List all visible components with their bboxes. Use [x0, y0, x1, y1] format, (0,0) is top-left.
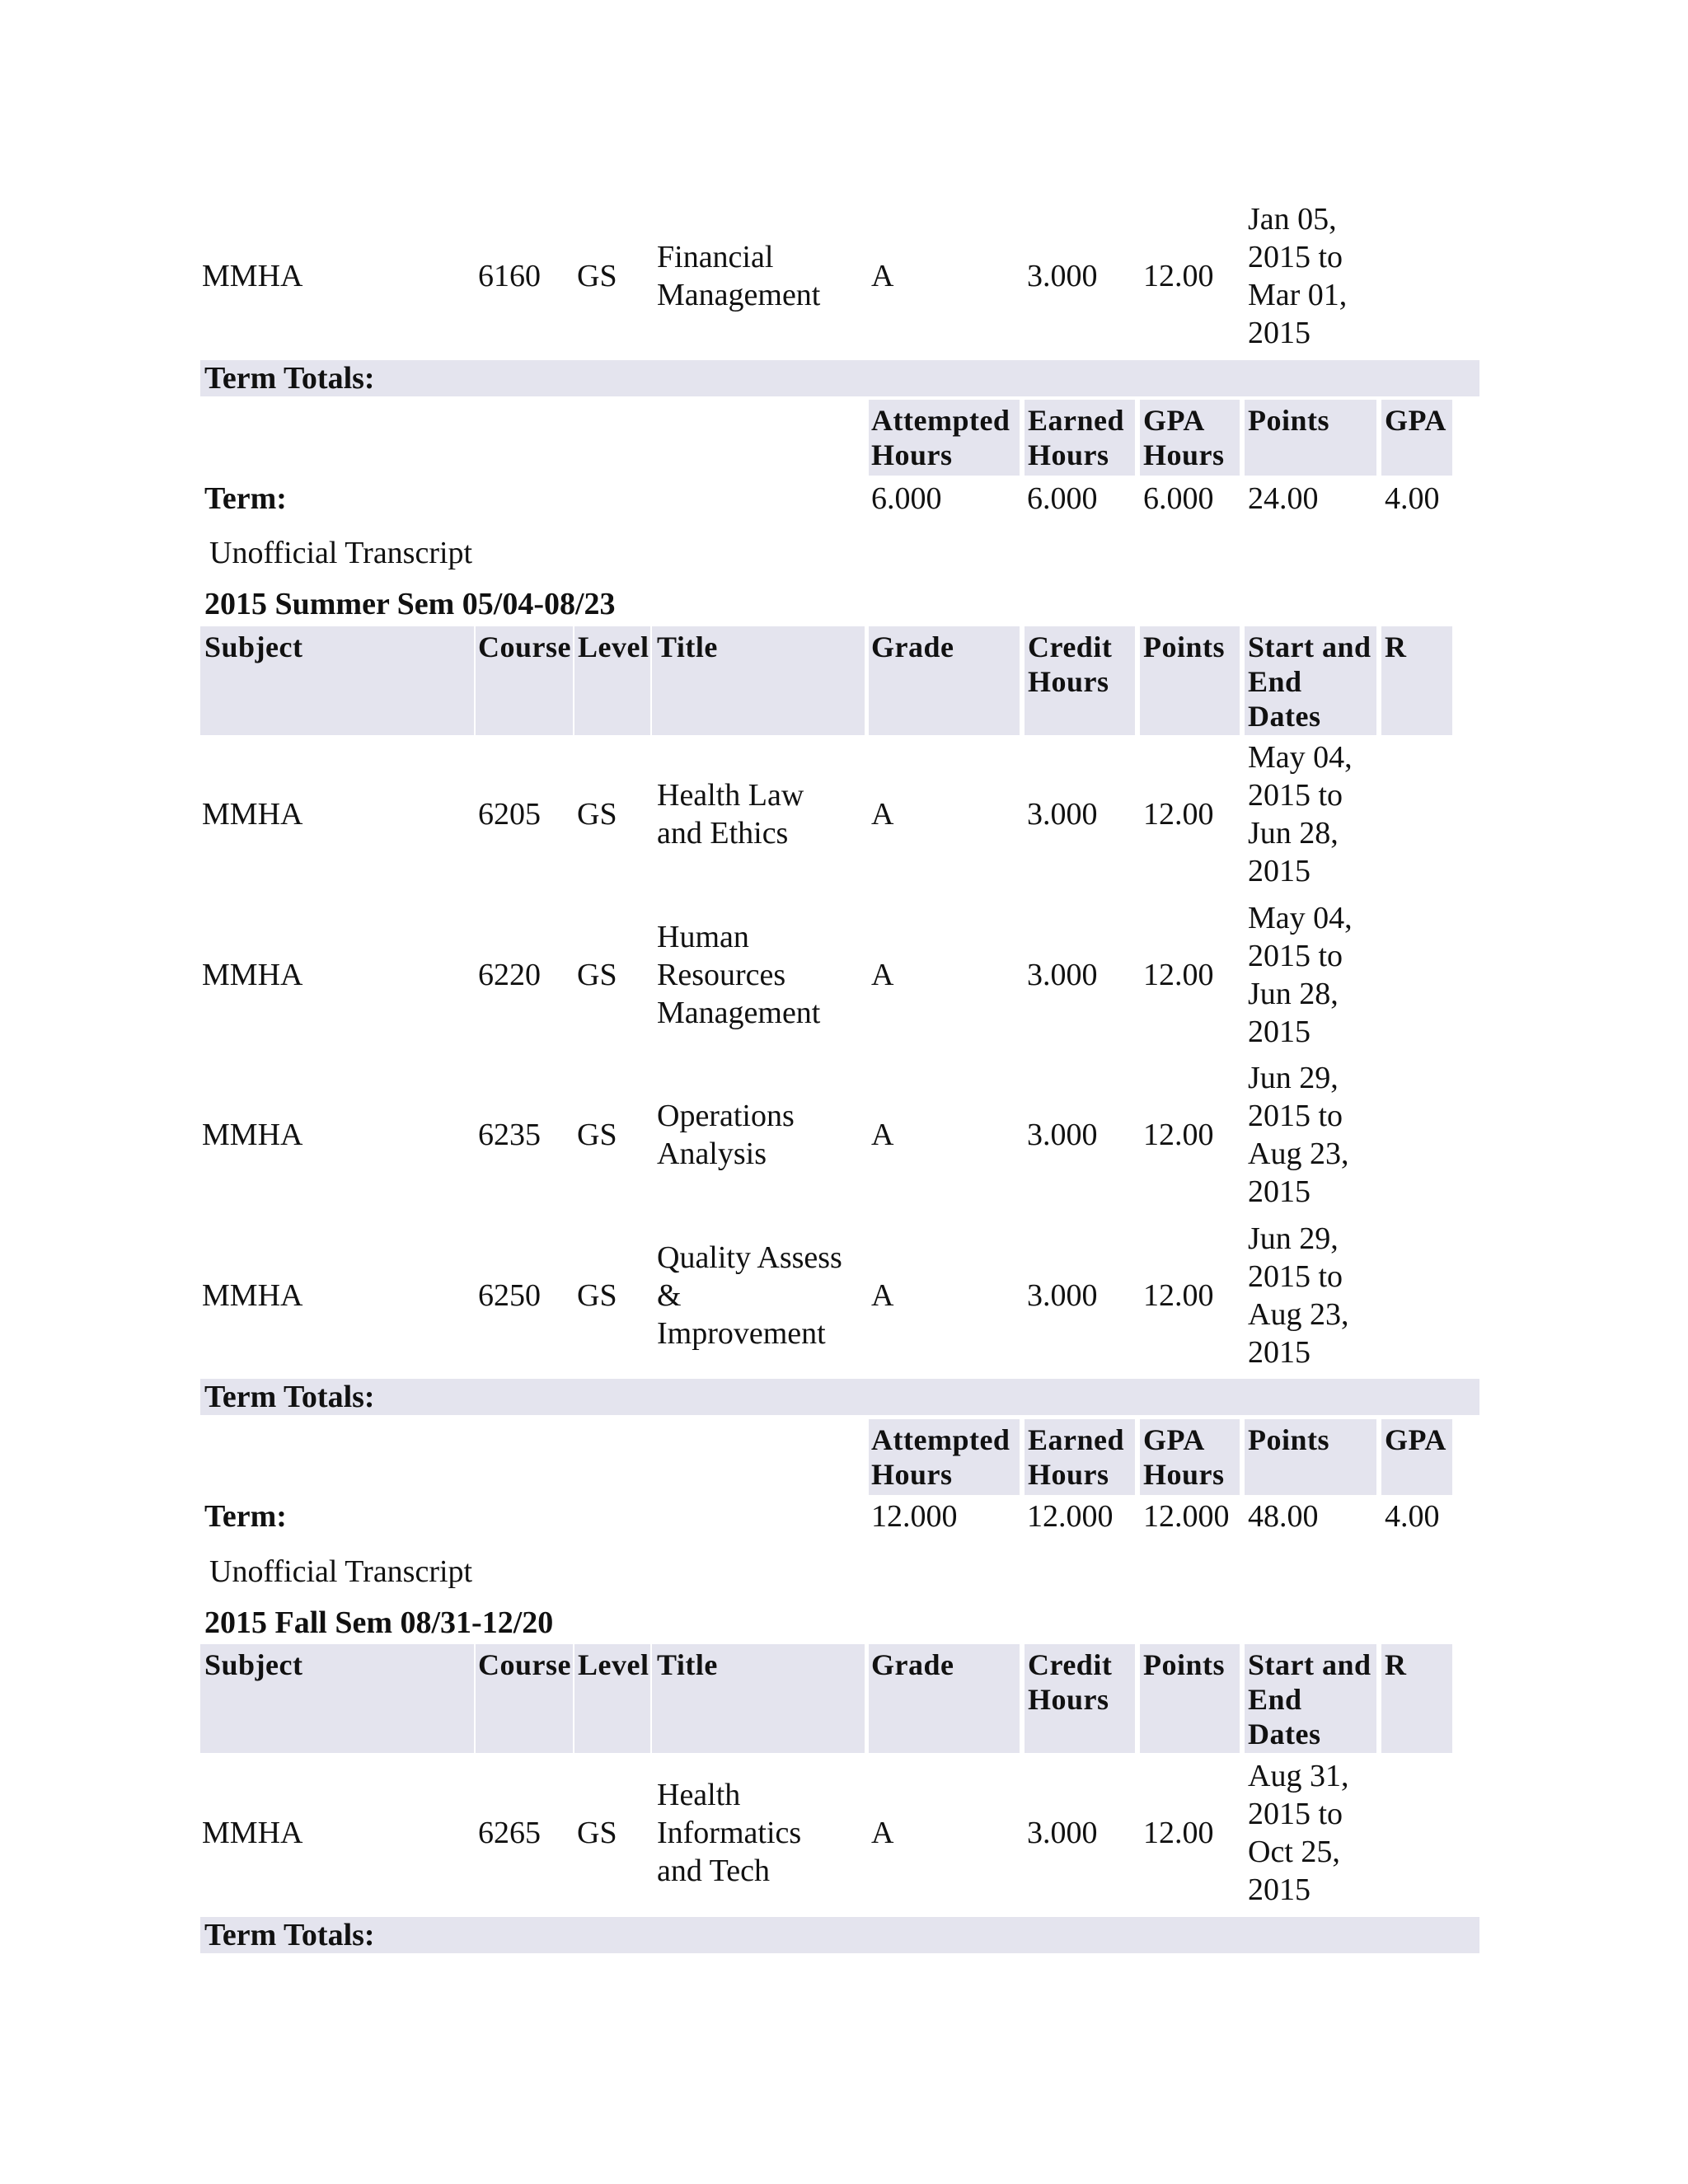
points-cell: 12.00: [1143, 1816, 1214, 1850]
points-cell: 12.00: [1143, 1278, 1214, 1313]
gpa-hours-header: GPA: [1143, 1423, 1205, 1456]
level-cell: GS: [577, 797, 617, 832]
level-cell: GS: [577, 1278, 617, 1313]
grade-cell: A: [871, 1118, 894, 1152]
level-header: Level: [578, 1648, 649, 1681]
dates-cell-line: 2015 to: [1248, 1797, 1343, 1831]
course-cell: 6235: [478, 1118, 541, 1152]
points-header: Points: [1248, 1423, 1330, 1456]
dates-cell-line: Aug 31,: [1248, 1759, 1349, 1793]
gpa-value: 4.00: [1385, 481, 1440, 516]
gpa-hours-value: 6.000: [1143, 481, 1214, 516]
credit-hours-header-line2: Hours: [1028, 665, 1109, 698]
dates-cell-line: 2015: [1248, 854, 1311, 888]
term-label: Term:: [204, 1499, 287, 1534]
points-value: 48.00: [1248, 1499, 1319, 1534]
earned-hours-header-line2: Hours: [1028, 438, 1109, 471]
dates-cell-line: 2015: [1248, 1015, 1311, 1049]
dates-cell-line: 2015: [1248, 1335, 1311, 1370]
earned-hours-header: Earned: [1028, 1423, 1125, 1456]
grade-cell: A: [871, 259, 894, 293]
term-title: 2015 Summer Sem 05/04-08/23: [204, 587, 616, 621]
unofficial-transcript-label: Unofficial Transcript: [209, 536, 473, 570]
course-cell: 6160: [478, 259, 541, 293]
course-header: Course: [478, 1648, 571, 1681]
r-header: R: [1385, 1648, 1407, 1681]
title-cell-line: Health Law: [657, 778, 804, 813]
subject-cell: MMHA: [202, 259, 303, 293]
credit-hours-cell: 3.000: [1027, 797, 1098, 832]
dates-cell-line: Aug 23,: [1248, 1297, 1349, 1332]
level-cell: GS: [577, 958, 617, 992]
r-header: R: [1385, 630, 1407, 663]
dates-header-line2: End: [1248, 665, 1302, 698]
dates-cell-line: 2015 to: [1248, 778, 1343, 813]
course-header: Course: [478, 630, 571, 663]
title-header: Title: [657, 1648, 718, 1681]
earned-value: 12.000: [1027, 1499, 1114, 1534]
gpa-header: GPA: [1385, 404, 1447, 437]
dates-cell-line: 2015 to: [1248, 1259, 1343, 1294]
credit-hours-cell: 3.000: [1027, 259, 1098, 293]
title-cell-line: &: [657, 1278, 682, 1313]
title-cell-line: Human: [657, 920, 749, 954]
earned-hours-header-line2: Hours: [1028, 1458, 1109, 1491]
attempted-value: 12.000: [871, 1499, 958, 1534]
title-cell-line: and Ethics: [657, 816, 789, 851]
dates-cell-line: Aug 23,: [1248, 1137, 1349, 1171]
attempted-hours-header: Attempted: [871, 1423, 1010, 1456]
title-cell-line: Operations: [657, 1099, 795, 1133]
dates-header: Start and: [1248, 630, 1372, 663]
dates-cell-line: Jun 28,: [1248, 977, 1339, 1011]
title-cell-line: Quality Assess: [657, 1240, 842, 1275]
title-cell-line: Informatics: [657, 1816, 802, 1850]
level-cell: GS: [577, 259, 617, 293]
gpa-hours-header: GPA: [1143, 404, 1205, 437]
points-header: Points: [1248, 404, 1330, 437]
level-header: Level: [578, 630, 649, 663]
dates-cell-line: 2015: [1248, 316, 1311, 350]
level-cell: GS: [577, 1816, 617, 1850]
dates-cell-line: Jan 05,: [1248, 202, 1337, 237]
title-cell-line: Analysis: [657, 1137, 767, 1171]
points-cell: 12.00: [1143, 1118, 1214, 1152]
gpa-hours-value: 12.000: [1143, 1499, 1230, 1534]
points-value: 24.00: [1248, 481, 1319, 516]
dates-cell-line: Oct 25,: [1248, 1835, 1340, 1869]
term-totals-bar: [200, 360, 1479, 396]
dates-cell-line: Mar 01,: [1248, 278, 1348, 312]
points-header: Points: [1143, 630, 1226, 663]
term-totals-label: Term Totals:: [204, 1380, 375, 1414]
term-totals-label: Term Totals:: [204, 1918, 375, 1952]
title-cell-line: and Tech: [657, 1854, 770, 1888]
credit-hours-header: Credit: [1028, 630, 1113, 663]
gpa-hours-header-line2: Hours: [1143, 1458, 1225, 1491]
attempted-value: 6.000: [871, 481, 942, 516]
dates-cell-line: Jun 28,: [1248, 816, 1339, 851]
term-totals-label: Term Totals:: [204, 361, 375, 396]
attempted-hours-header-line2: Hours: [871, 438, 953, 471]
points-cell: 12.00: [1143, 259, 1214, 293]
dates-header-line3: Dates: [1248, 700, 1321, 733]
subject-cell: MMHA: [202, 1278, 303, 1313]
dates-cell-line: 2015 to: [1248, 939, 1343, 973]
subject-cell: MMHA: [202, 1118, 303, 1152]
term-totals-bar: [200, 1917, 1479, 1953]
course-cell: 6250: [478, 1278, 541, 1313]
dates-cell-line: 2015 to: [1248, 1099, 1343, 1133]
title-cell-line: Management: [657, 996, 821, 1030]
dates-cell-line: 2015 to: [1248, 240, 1343, 274]
title-cell-line: Management: [657, 278, 821, 312]
course-cell: 6220: [478, 958, 541, 992]
dates-header-line2: End: [1248, 1683, 1302, 1716]
dates-header: Start and: [1248, 1648, 1372, 1681]
dates-header-line3: Dates: [1248, 1718, 1321, 1750]
earned-hours-header: Earned: [1028, 404, 1125, 437]
grade-cell: A: [871, 958, 894, 992]
title-cell-line: Resources: [657, 958, 786, 992]
dates-cell-line: May 04,: [1248, 901, 1353, 935]
credit-hours-header-line2: Hours: [1028, 1683, 1109, 1716]
level-cell: GS: [577, 1118, 617, 1152]
earned-value: 6.000: [1027, 481, 1098, 516]
credit-hours-cell: 3.000: [1027, 958, 1098, 992]
grade-cell: A: [871, 797, 894, 832]
grade-header: Grade: [871, 1648, 954, 1681]
title-cell-line: Financial: [657, 240, 774, 274]
credit-hours-cell: 3.000: [1027, 1278, 1098, 1313]
credit-hours-cell: 3.000: [1027, 1816, 1098, 1850]
subject-header: Subject: [204, 1648, 303, 1681]
title-header: Title: [657, 630, 718, 663]
credit-hours-header: Credit: [1028, 1648, 1113, 1681]
course-cell: 6265: [478, 1816, 541, 1850]
term-title: 2015 Fall Sem 08/31-12/20: [204, 1605, 554, 1640]
course-cell: 6205: [478, 797, 541, 832]
attempted-hours-header: Attempted: [871, 404, 1010, 437]
credit-hours-cell: 3.000: [1027, 1118, 1098, 1152]
dates-cell-line: 2015: [1248, 1872, 1311, 1907]
dates-cell-line: Jun 29,: [1248, 1221, 1339, 1256]
title-cell-line: Improvement: [657, 1316, 826, 1351]
grade-cell: A: [871, 1816, 894, 1850]
subject-cell: MMHA: [202, 1816, 303, 1850]
grade-cell: A: [871, 1278, 894, 1313]
subject-cell: MMHA: [202, 797, 303, 832]
unofficial-transcript-label: Unofficial Transcript: [209, 1554, 473, 1589]
grade-header: Grade: [871, 630, 954, 663]
dates-cell-line: Jun 29,: [1248, 1061, 1339, 1095]
title-cell-line: Health: [657, 1778, 741, 1812]
points-cell: 12.00: [1143, 797, 1214, 832]
dates-cell-line: May 04,: [1248, 740, 1353, 775]
subject-cell: MMHA: [202, 958, 303, 992]
dates-cell-line: 2015: [1248, 1174, 1311, 1209]
points-header: Points: [1143, 1648, 1226, 1681]
term-totals-bar: [200, 1379, 1479, 1415]
gpa-hours-header-line2: Hours: [1143, 438, 1225, 471]
term-label: Term:: [204, 481, 287, 516]
attempted-hours-header-line2: Hours: [871, 1458, 953, 1491]
gpa-value: 4.00: [1385, 1499, 1440, 1534]
subject-header: Subject: [204, 630, 303, 663]
points-cell: 12.00: [1143, 958, 1214, 992]
gpa-header: GPA: [1385, 1423, 1447, 1456]
